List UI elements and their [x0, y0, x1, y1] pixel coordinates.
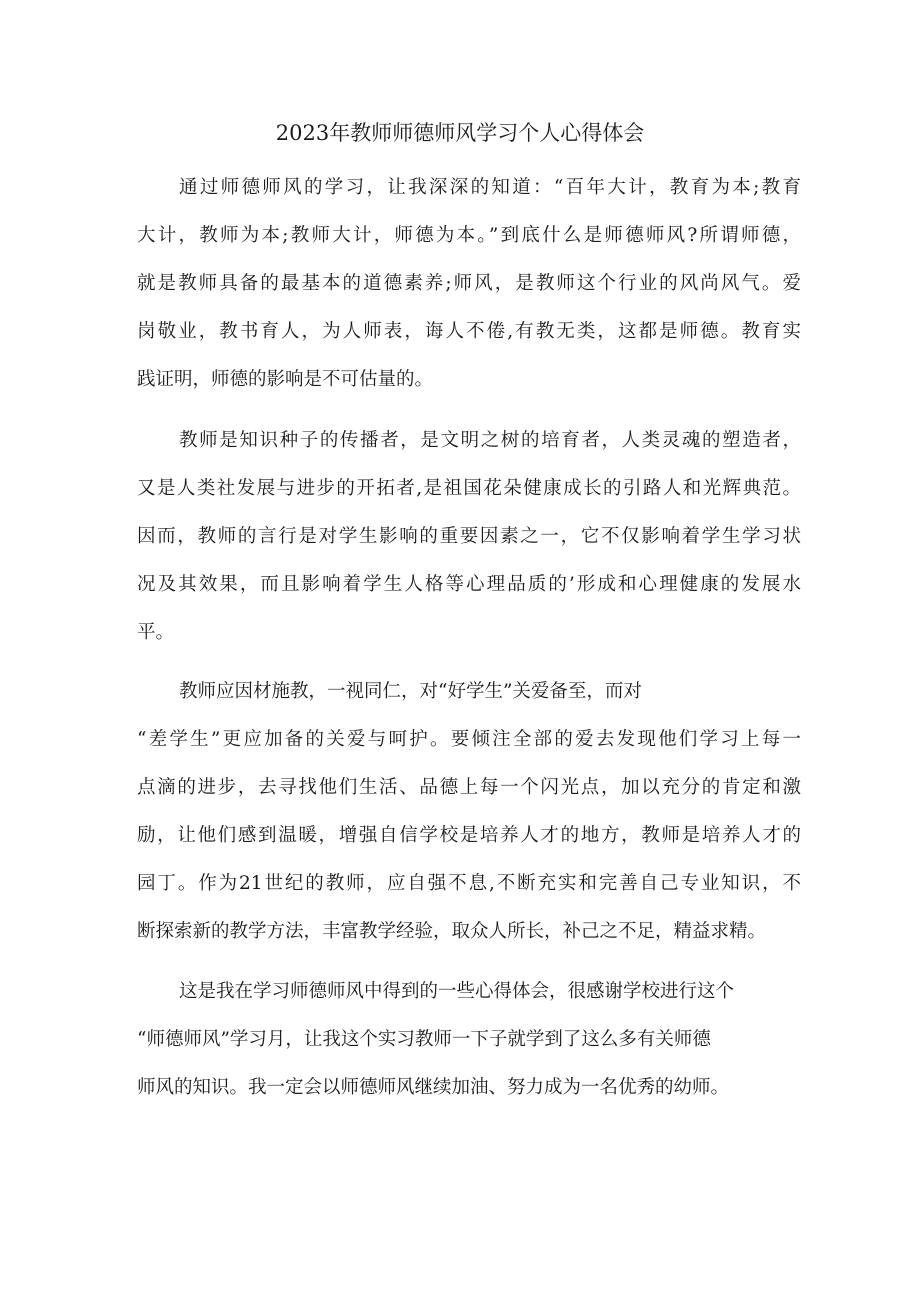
paragraph-1 [137, 164, 801, 404]
paragraph-line: 况及其效果，而且影响着学生人格等心理品质的’形成和心理健康的发展水 [137, 574, 801, 595]
paragraph-line: 点滴的进步，去寻找他们生活、品德上每一个闪光点，加以充分的肯定和激 [137, 777, 801, 798]
paragraph-line: 园丁。作为21世纪的教师，应自强不息,不断充实和完善自己专业知识，不 [137, 873, 801, 894]
paragraph-line: 通过师德师风的学习，让我深深的知道：“百年大计，教育为本;教育 [179, 177, 801, 198]
paragraph-line: 断探索新的教学方法，丰富教学经验，取众人所长，补己之不足，精益求精。 [137, 921, 767, 942]
paragraph-line: 大计，教师为本;教师大计，师德为本。”到底什么是师德师风?所谓师德， [137, 225, 801, 246]
paragraph-line: 师风的知识。我一定会以师德师风继续加油、努力成为一名优秀的幼师。 [137, 1077, 730, 1098]
paragraph-line: 教师是知识种子的传播者，是文明之树的培育者，人类灵魂的塑造者， [179, 430, 801, 451]
paragraph-3 [137, 668, 801, 956]
paragraph-line: 这是我在学习师德师风中得到的一些心得体会，很感谢学校进行这个 [179, 981, 735, 1002]
paragraph-line: 又是人类社发展与进步的开拓者,是祖国花朵健康成长的引路人和光辉典范。 [137, 478, 801, 499]
paragraph-4 [137, 968, 801, 1112]
paragraph-line: “师德师风”学习月，让我这个实习教师一下子就学到了这么多有关师德 [137, 1029, 711, 1050]
paragraph-line: 励，让他们感到温暖，增强自信学校是培养人才的地方，教师是培养人才的 [137, 825, 801, 846]
paragraph-line: 平。 [137, 622, 175, 643]
document-title: 2023年教师师德师风学习个人心得体会 [275, 121, 645, 145]
paragraph-line: 就是教师具备的最基本的道德素养;师风，是教师这个行业的风尚风气。爱 [137, 273, 801, 294]
paragraph-line: “差学生”更应加备的关爱与呵护。要倾注全部的爱去发现他们学习上每一 [137, 729, 801, 750]
paragraph-line: 岗敬业，教书育人，为人师表，诲人不倦,有教无类，这都是师德。教育实 [137, 321, 801, 342]
paragraph-line: 教师应因材施教，一视同仁，对“好学生”关爱备至，而对 [179, 681, 642, 702]
paragraph-2 [137, 417, 801, 657]
paragraph-line: 践证明，师德的影响是不可估量的。 [137, 369, 434, 390]
paragraph-line: 因而，教师的言行是对学生影响的重要因素之一，它不仅影响着学生学习状 [137, 526, 801, 547]
